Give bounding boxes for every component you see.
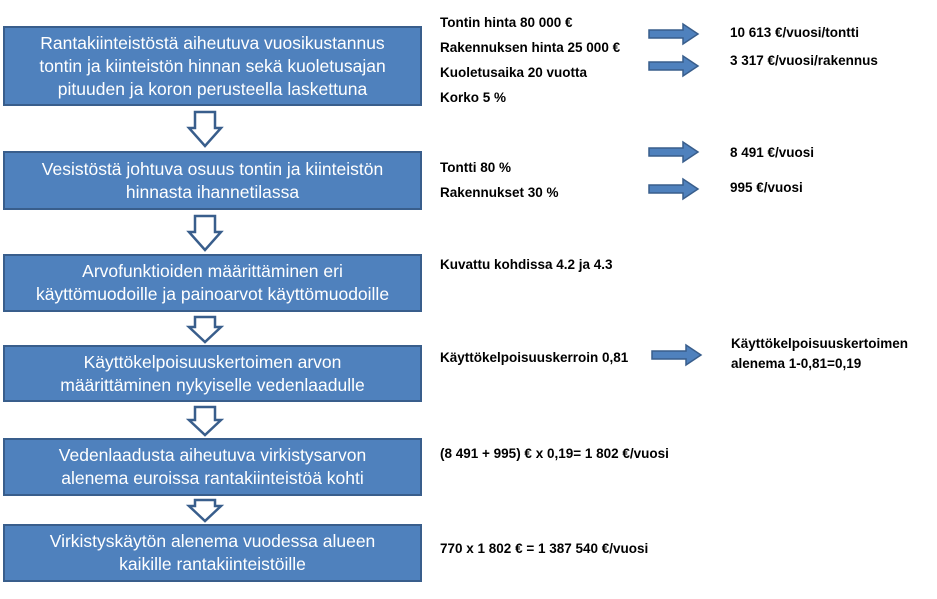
step-text-line: määrittäminen nykyiselle vedenlaadulle bbox=[60, 374, 365, 395]
step-text-line: Käyttökelpoisuuskertoimen arvon bbox=[83, 351, 342, 372]
right-arrow-icon bbox=[649, 24, 698, 44]
down-arrow-icon bbox=[189, 500, 221, 521]
step-text-line: Vedenlaadusta aiheutuva virkistysarvon bbox=[58, 445, 367, 465]
step-text-line: tontin ja kiinteistön hinnan sekä kuoletusajan bbox=[39, 55, 386, 76]
right-arrow-icon bbox=[649, 179, 698, 199]
input-kaava-yhteensa: 770 x 1 802 € = 1 387 540 €/vuosi bbox=[440, 541, 649, 556]
right-arrow-icon bbox=[649, 142, 698, 162]
input-korko: Korko 5 % bbox=[440, 90, 507, 105]
step-text-line: Virkistyskäytön alenema vuodessa alueen bbox=[49, 531, 376, 551]
right-arrow-icon bbox=[652, 345, 701, 365]
result-vesisto-rakennus: 995 €/vuosi bbox=[730, 180, 803, 195]
step-text-line: kaikille rantakiinteistöille bbox=[119, 554, 306, 574]
input-rakennukset-osuus: Rakennukset 30 % bbox=[440, 185, 559, 200]
right-arrow-icon bbox=[649, 56, 698, 76]
input-tontin-hinta: Tontin hinta 80 000 € bbox=[440, 15, 573, 30]
step-text-line: hinnasta ihannetilassa bbox=[125, 181, 300, 202]
result-alenema-line2: alenema 1-0,81=0,19 bbox=[731, 356, 862, 371]
step-text-line: Arvofunktioiden määrittäminen eri bbox=[82, 261, 343, 281]
down-arrow-icon bbox=[189, 407, 221, 435]
input-kuoletusaika: Kuoletusaika 20 vuotta bbox=[440, 65, 588, 80]
down-arrow-icon bbox=[189, 317, 221, 342]
step-text-line: käyttömuodoille ja painoarvot käyttömuodoille bbox=[35, 284, 390, 304]
result-rakennus-vuosi: 3 317 €/vuosi/rakennus bbox=[730, 53, 878, 68]
input-kaava-alenema: (8 491 + 995) € x 0,19= 1 802 €/vuosi bbox=[440, 446, 669, 461]
input-rakennuksen-hinta: Rakennuksen hinta 25 000 € bbox=[440, 40, 621, 55]
step-text-line: pituuden ja koron perusteella laskettuna bbox=[57, 78, 368, 99]
input-tontti-osuus: Tontti 80 % bbox=[440, 160, 512, 175]
down-arrow-icon bbox=[189, 216, 221, 250]
result-tontti-vuosi: 10 613 €/vuosi/tontti bbox=[730, 25, 860, 40]
input-kerroin: Käyttökelpoisuuskerroin 0,81 bbox=[440, 350, 629, 365]
result-alenema-line1: Käyttökelpoisuuskertoimen bbox=[731, 336, 909, 351]
step-text-line: alenema euroissa rantakiinteistöä kohti bbox=[61, 468, 364, 488]
step-text-line: Vesistöstä johtuva osuus tontin ja kiinteistön bbox=[41, 158, 384, 179]
step-text-line: Rantakiinteistöstä aiheutuva vuosikustannus bbox=[40, 32, 385, 53]
result-vesisto-tontti: 8 491 €/vuosi bbox=[730, 145, 815, 160]
input-kuvattu: Kuvattu kohdissa 4.2 ja 4.3 bbox=[440, 257, 613, 272]
down-arrow-icon bbox=[189, 112, 221, 146]
